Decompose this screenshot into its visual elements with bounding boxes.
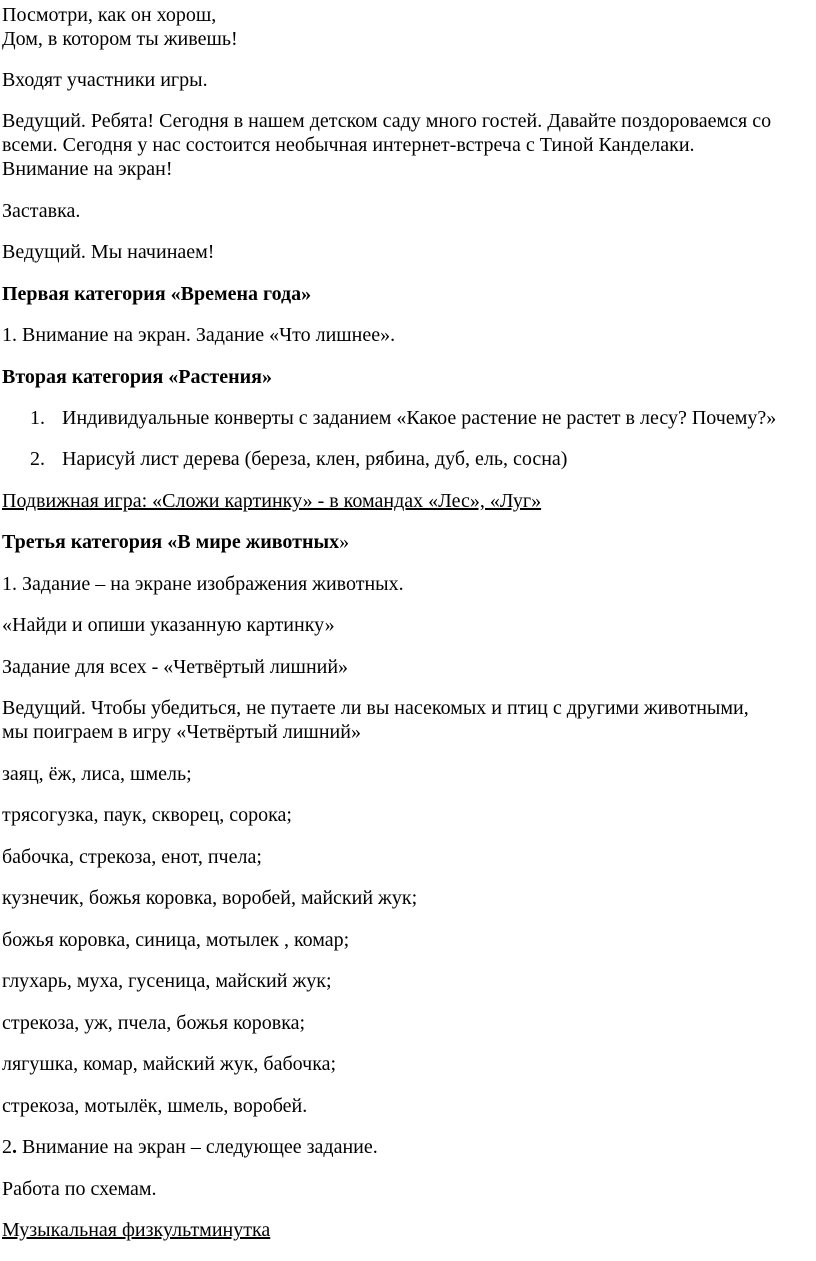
list-item-number: 2. [30, 448, 45, 470]
schemes-work: Работа по схемам. [2, 1178, 157, 1200]
category-3-task-1: 1. Задание – на экране изображения животных. [2, 573, 404, 595]
host-speech-1-line-1: Ведущий. Ребята! Сегодня в нашем детском саду много гостей. Давайте поздороваемся со [2, 110, 772, 132]
host-speech-3-line-2: мы поиграем в игру «Четвёртый лишний» [2, 721, 361, 743]
list-item: божья коровка, синица, мотылек , комар; [2, 929, 350, 951]
task-2-text: Внимание на экран – следующее задание. [17, 1136, 378, 1158]
list-item-text: Нарисуй лист дерева (береза, клен, рябина, дуб, ель, сосна) [62, 448, 568, 470]
category-1-task: 1. Внимание на экран. Задание «Что лишнее». [2, 324, 396, 346]
list-item: бабочка, стрекоза, енот, пчела; [2, 846, 262, 868]
host-speech-1-line-2: всеми. Сегодня у нас состоится необычная интернет-встреча с Тиной Канделаки. [2, 134, 695, 156]
category-3-task-2: «Найди и опиши указанную картинку» [2, 614, 335, 636]
host-speech-1-line-3: Внимание на экран! [2, 158, 173, 180]
category-2-heading: Вторая категория «Растения» [2, 366, 272, 388]
host-speech-3-line-1: Ведущий. Чтобы убедиться, не путаете ли вы насекомых и птиц с другими животными, [2, 697, 749, 719]
list-item-number: 1. [30, 407, 45, 429]
category-3-heading-tail: » [339, 531, 350, 553]
list-item: кузнечик, божья коровка, воробей, майский жук; [2, 887, 418, 909]
music-exercise: Музыкальная физкультминутка [2, 1219, 271, 1241]
category-3-heading [2, 530, 349, 554]
task-2: 2. Внимание на экран – следующее задание. [2, 1136, 378, 1158]
poem-line-2: Дом, в котором ты живешь! [2, 28, 238, 50]
list-item: стрекоза, уж, пчела, божья коровка; [2, 1012, 306, 1034]
category-3-task-3: Задание для всех - «Четвёртый лишний» [2, 656, 349, 678]
list-item: трясогузка, паук, скворец, сорока; [2, 804, 292, 826]
list-item: глухарь, муха, гусеница, майский жук; [2, 970, 332, 992]
list-item: заяц, ёж, лиса, шмель; [2, 763, 192, 785]
host-speech-2: Ведущий. Мы начинаем! [2, 241, 215, 263]
list-item-text: Индивидуальные конверты с заданием «Какое растение не растет в лесу? Почему?» [62, 407, 777, 429]
category-1-heading: Первая категория «Времена года» [2, 283, 312, 305]
task-2-number: 2 [2, 1136, 12, 1158]
mobile-game: Подвижная игра: «Сложи картинку» - в командах «Лес», «Луг» [2, 490, 542, 512]
category-3-heading-bold: Третья категория «В мире животных [2, 531, 340, 553]
poem-line-1: Посмотри, как он хорош, [2, 4, 217, 26]
splash-screen: Заставка. [2, 200, 81, 222]
list-item: лягушка, комар, майский жук, бабочка; [2, 1053, 337, 1075]
participants-enter: Входят участники игры. [2, 69, 208, 91]
list-item: стрекоза, мотылёк, шмель, воробей. [2, 1095, 308, 1117]
